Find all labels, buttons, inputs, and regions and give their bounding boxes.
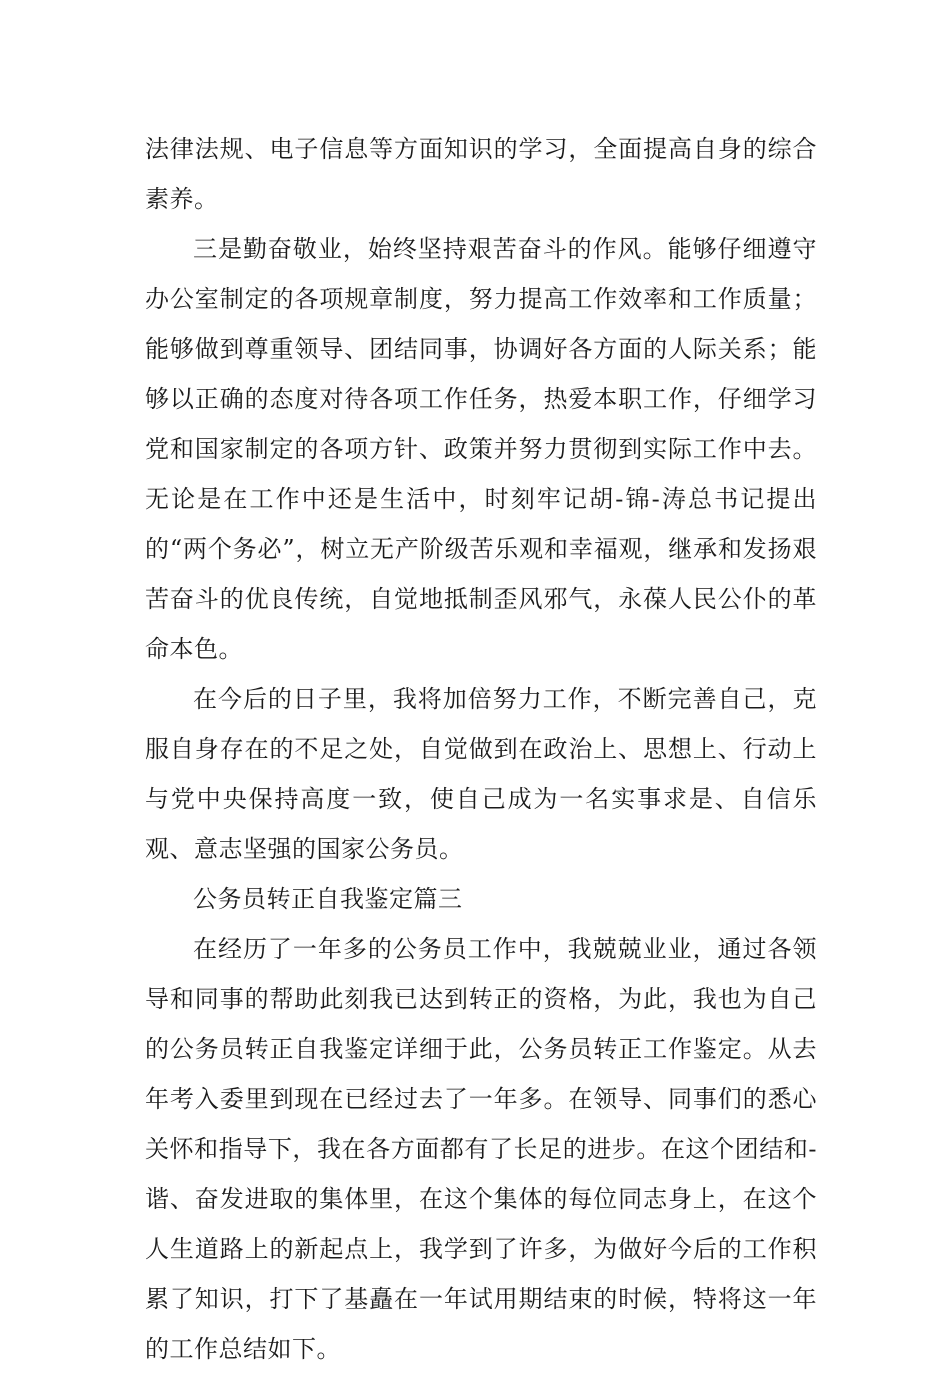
document-body	[145, 124, 817, 1374]
paragraph-future: 在今后的日子里，我将加倍努力工作，不断完善自己，克服自身存在的不足之处，自觉做到在政治上、思想上、行动上与党中央保持高度一致，使自己成为一名实事求是、自信乐观、意志坚强的国家公务员。	[145, 685, 817, 863]
section-heading: 公务员转正自我鉴定篇三	[193, 885, 463, 913]
paragraph-section-three: 在经历了一年多的公务员工作中，我兢兢业业，通过各领导和同事的帮助此刻我已达到转正的资格，为此，我也为自己的公务员转正自我鉴定详细于此，公务员转正工作鉴定。从去年考入委里到现在已经过去了一年多。在领导、同事们的悉心关怀和指导下，我在各方面都有了长足的进步。在这个团结和-谐、奋发进取的集体里，在这个集体的每位同志身上，在这个人生道路上的新起点上，我学到了许多，为做好今后的工作积累了知识，打下了基矗在一年试用期结束的时候，特将这一年的工作总结如下。	[145, 935, 817, 1363]
paragraph-continuation: 法律法规、电子信息等方面知识的学习，全面提高自身的综合素养。	[145, 135, 817, 213]
paragraph-diligence: 三是勤奋敬业，始终坚持艰苦奋斗的作风。能够仔细遵守办公室制定的各项规章制度，努力提高工作效率和工作质量；能够做到尊重领导、团结同事，协调好各方面的人际关系；能够以正确的态度对待各项工作任务，热爱本职工作，仔细学习党和国家制定的各项方针、政策并努力贯彻到实际工作中去。无论是在工作中还是生活中，时刻牢记胡-锦-涛总书记提出的“两个务必”，树立无产阶级苦乐观和幸福观，继承和发扬艰苦奋斗的优良传统，自觉地抵制歪风邪气，永葆人民公仆的革命本色。	[145, 235, 817, 663]
